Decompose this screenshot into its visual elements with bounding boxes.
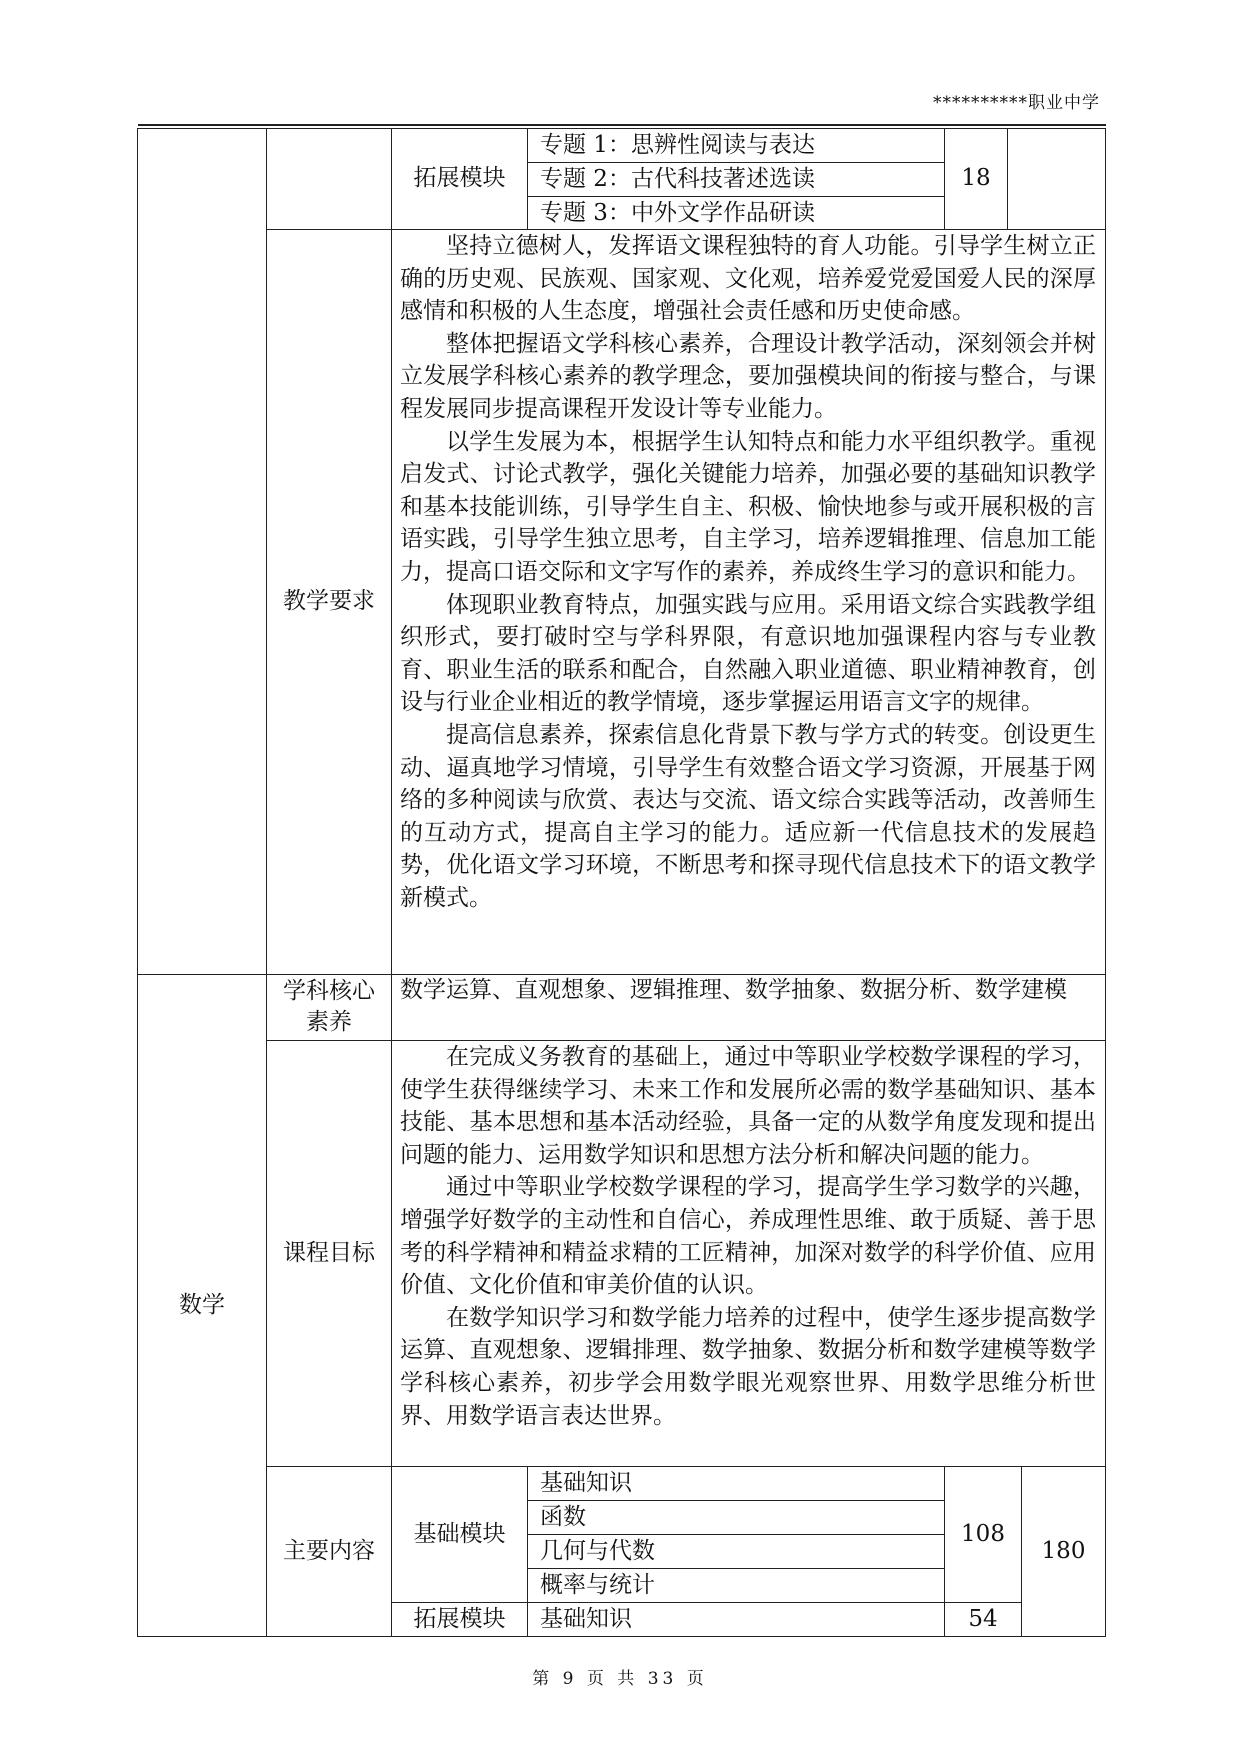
chinese-extension-hours: 18 <box>961 165 991 191</box>
main-content-label: 主要内容 <box>283 1537 375 1564</box>
math-extension-module-label: 拓展模块 <box>413 1605 506 1632</box>
core-literacy-label: 学科核心素养 <box>283 978 375 1035</box>
teaching-requirements-label: 教学要求 <box>283 588 375 614</box>
chinese-topic-1: 专题 1：思辨性阅读与表达 <box>540 132 815 158</box>
course-goal-paragraph: 在完成义务教育的基础上，通过中等职业学校数学课程的学习，使学生获得继续学习、未来工作和发展所必需的数学基础知识、基本技能、基本思想和基本活动经验，具备一定的从数学角度发现和提出问题的能力、运用数学知识和思想方法分析和解决问题的能力。 <box>400 1044 1096 1168</box>
chinese-topic-2: 专题 2：古代科技著述选读 <box>540 166 815 192</box>
teaching-requirements-text <box>400 230 1096 914</box>
header-school: **********职业中学 <box>933 93 1100 113</box>
basic-item: 函数 <box>540 1504 586 1530</box>
core-literacy-text: 数学运算、直观想象、逻辑推理、数学抽象、数据分析、数学建模 <box>400 977 1067 1003</box>
basic-item: 基础知识 <box>540 1470 632 1496</box>
course-goals-label: 课程目标 <box>283 1239 375 1266</box>
page-number: 第 9 页 共 33 页 <box>532 1669 708 1689</box>
course-goal-paragraph: 通过中等职业学校数学课程的学习，提高学生学习数学的兴趣，增强学好数学的主动性和自信心，养成理性思维、敢于质疑、善于思考的科学精神和精益求精的工匠精神，加深对数学的科学价值、应用价值、文化价值和审美价值的认识。 <box>400 1174 1096 1299</box>
math-total-hours: 180 <box>1041 1537 1086 1564</box>
teaching-requirement-paragraph: 以学生发展为本，根据学生认知特点和能力水平组织教学。重视启发式、讨论式教学，强化关键能力培养，加强必要的基础知识教学和基本技能训练，引导学生自主、积极、愉快地参与或开展积极的言语实践，引导学生独立思考，自主学习，培养逻辑推理、信息加工能力，提高口语交际和文字写作的素养，养成终生学习的意识和能力。 <box>400 428 1096 585</box>
subject-math: 数学 <box>179 1291 225 1318</box>
teaching-requirement-paragraph: 整体把握语文学科核心素养，合理设计教学活动，深刻领会并树立发展学科核心素养的教学理念，要加强模块间的衔接与整合，与课程发展同步提高课程开发设计等专业能力。 <box>400 330 1096 422</box>
basic-module-label: 基础模块 <box>413 1520 506 1547</box>
teaching-requirement-paragraph: 坚持立德树人，发挥语文课程独特的育人功能。引导学生树立正确的历史观、民族观、国家观、文化观，培养爱党爱国爱人民的深厚感情和积极的人生态度，增强社会责任感和历史使命感。 <box>400 233 1096 325</box>
course-goals-text <box>400 1041 1096 1432</box>
teaching-requirement-paragraph: 提高信息素养，探索信息化背景下教与学方式的转变。创设更生动、逼真地学习情境，引导学生有效整合语文学习资源，开展基于网络的多种阅读与欣赏、表达与交流、语文综合实践等活动，改善师生的互动方式，提高自主学习的能力。适应新一代信息技术的发展趋势，优化语文学习环境，不断思考和探寻现代信息技术下的语文教学新模式。 <box>400 721 1096 911</box>
basic-item: 几何与代数 <box>540 1538 655 1564</box>
basic-module-hours: 108 <box>961 1520 1005 1547</box>
chinese-extension-module-label: 拓展模块 <box>413 165 506 191</box>
course-goal-paragraph: 在数学知识学习和数学能力培养的过程中，使学生逐步提高数学运算、直观想象、逻辑排理、数学抽象、数据分析和数学建模等数学学科核心素养，初步学会用数学眼光观察世界、用数学思维分析世界、用数学语言表达世界。 <box>400 1304 1096 1429</box>
teaching-requirement-paragraph: 体现职业教育特点，加强实践与应用。采用语文综合实践教学组织形式，要打破时空与学科界限，有意识地加强课程内容与专业教育、职业生活的联系和配合，自然融入职业道德、职业精神教育，创设与行业企业相近的教学情境，逐步掌握运用语言文字的规律。 <box>400 591 1096 716</box>
header-divider <box>138 124 1106 126</box>
chinese-topic-3: 专题 3：中外文学作品研读 <box>540 200 815 226</box>
math-extension-hours: 54 <box>968 1605 998 1632</box>
math-extension-item: 基础知识 <box>540 1606 632 1632</box>
basic-item: 概率与统计 <box>540 1572 655 1598</box>
